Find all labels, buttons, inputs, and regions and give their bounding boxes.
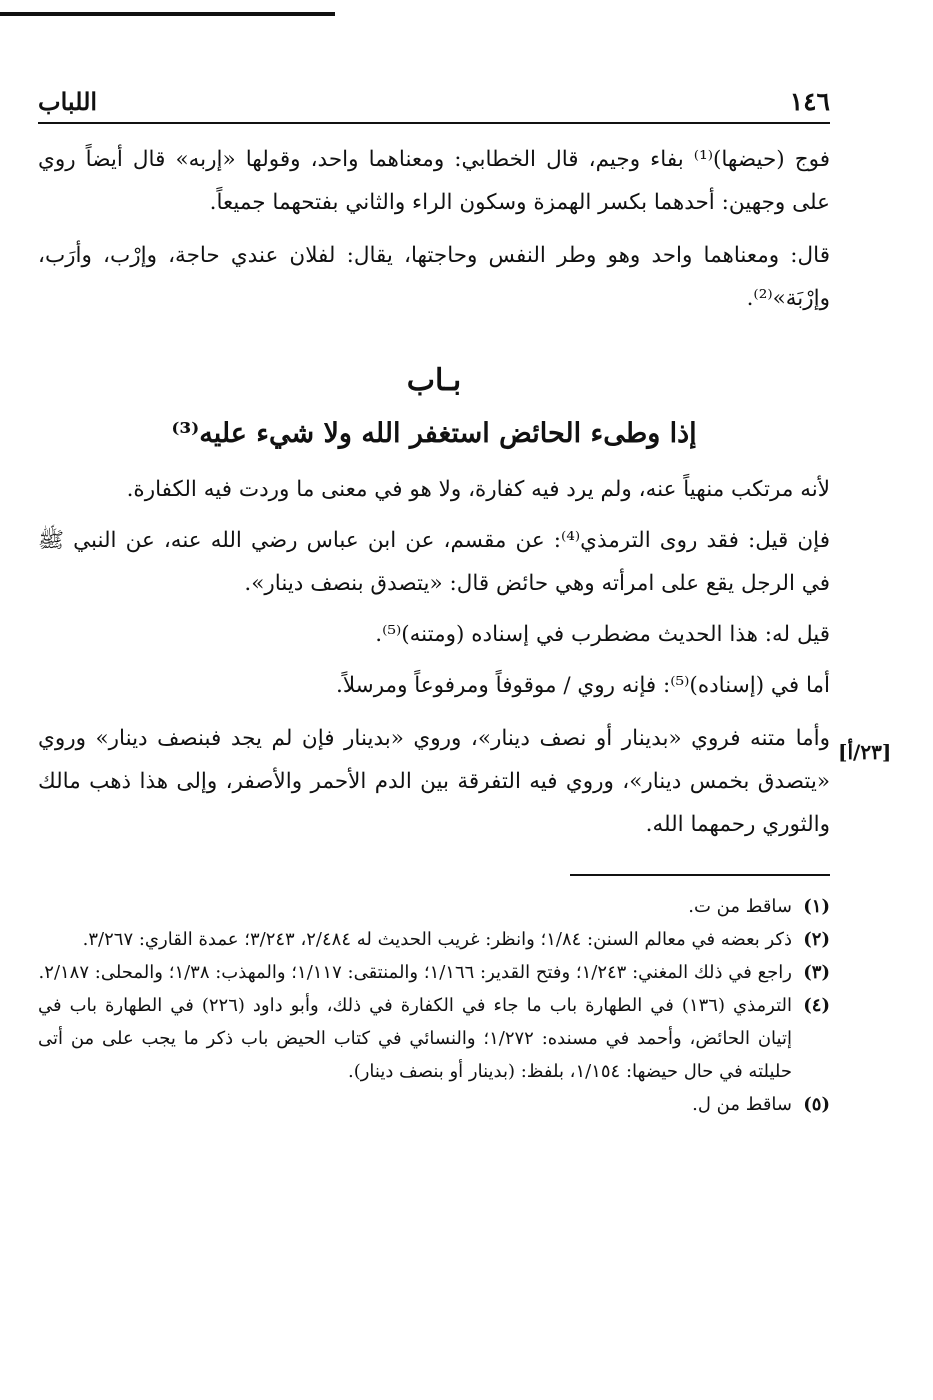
footnote-number: (١) (803, 896, 830, 917)
footnote-rule (570, 874, 830, 876)
footnote-3 (38, 956, 830, 989)
footnote-4 (38, 989, 830, 1088)
footnote-number: (٣) (803, 962, 830, 983)
footnote-5 (38, 1088, 830, 1121)
paragraph-6: أما في (إسناده)⁽⁵⁾: فإنه روي / موقوفاً ومرفوعاً ومرسلاً. (336, 673, 830, 698)
footnotes (38, 890, 830, 1121)
paragraph-2: قال: ومعناهما واحد وهو وطر النفس وحاجتها، يقال: لفلان عندي حاجة، وإرْب، وأرَب، وإرْبَة»⁽²⁾. (38, 243, 830, 311)
header-rule (38, 122, 830, 124)
footnote-text: الترمذي (١٣٦) في الطهارة باب ما جاء في الكفارة في ذلك، وأبو داود (٢٢٦) في الطهارة باب في إتيان الحائض، وأحمد في مسنده: ١/٢٧٢؛ والنسائي في كتاب الحيض باب ذكر ما يجب على من أتى حليلته في حال حيضها: ١/١٥٤، بلفظ: (بدينار أو بنصف دينار). (38, 995, 793, 1082)
page-number: ١٤٦ (789, 87, 830, 116)
section-heading: إذا وطىء الحائض استغفر الله ولا شيء عليه⁽³⁾ (171, 418, 697, 449)
footnote-text: راجع في ذلك المغني: ١/٢٤٣؛ وفتح القدير: ١/١٦٦؛ والمنتقى: ١/١١٧؛ والمهذب: ١/٣٨؛ والمحلى: ٢/١٨٧. (38, 962, 792, 983)
footnote-number: (٤) (803, 995, 830, 1016)
footnote-1 (38, 890, 830, 923)
footnote-text: ساقط من ل. (692, 1094, 792, 1115)
page-header (38, 78, 830, 116)
footnote-number: (٢) (803, 929, 830, 950)
footnote-text: ساقط من ت. (688, 896, 792, 917)
paragraph-3: لأنه مرتكب منهياً عنه، ولم يرد فيه كفارة، ولا هو في معنى ما وردت فيه الكفارة. (126, 477, 830, 502)
paragraph-7: وأما متنه فروي «بدينار أو نصف دينار»، وروي «بدينار فإن لم يجد فبنصف دينار» وروي «يتصدق بخمس دينار»، وروي فيه التفرقة بين الدم الأحمر والأصفر، وإلى هذا ذهب مالك والثوري رحمهما الله. (38, 726, 830, 837)
book-page (38, 78, 830, 1121)
footnote-number: (٥) (803, 1094, 830, 1115)
paragraph-1: فوج (حيضها)⁽¹⁾ بفاء وجيم، قال الخطابي: ومعناهما واحد، وقولها «إربه» قال أيضاً روي على وجهين: أحدهما بكسر الهمزة وسكون الراء والثاني بفتحهما جميعاً. (38, 147, 830, 215)
book-title: اللباب (38, 87, 98, 116)
footnote-text: ذكر بعضه في معالم السنن: ١/٨٤؛ وانظر: غريب الحديث له ٢/٤٨٤، ٣/٢٤٣؛ عمدة القاري: ٣/٢٦٧. (82, 929, 792, 950)
manuscript-folio-ref: [٢٣/أ] (838, 740, 892, 764)
footnote-2 (38, 923, 830, 956)
section-label: بـاب (406, 363, 462, 398)
paragraph-4: فإن قيل: فقد روى الترمذي⁽⁴⁾: عن مقسم، عن ابن عباس رضي الله عنه، عن النبي ﷺ في الرجل يقع على امرأته وهي حائض قال: «يتصدق بنصف دينار». (38, 528, 830, 596)
top-scan-line (0, 12, 335, 16)
paragraph-5: قيل له: هذا الحديث مضطرب في إسناده (ومتنه)⁽⁵⁾. (375, 622, 830, 647)
